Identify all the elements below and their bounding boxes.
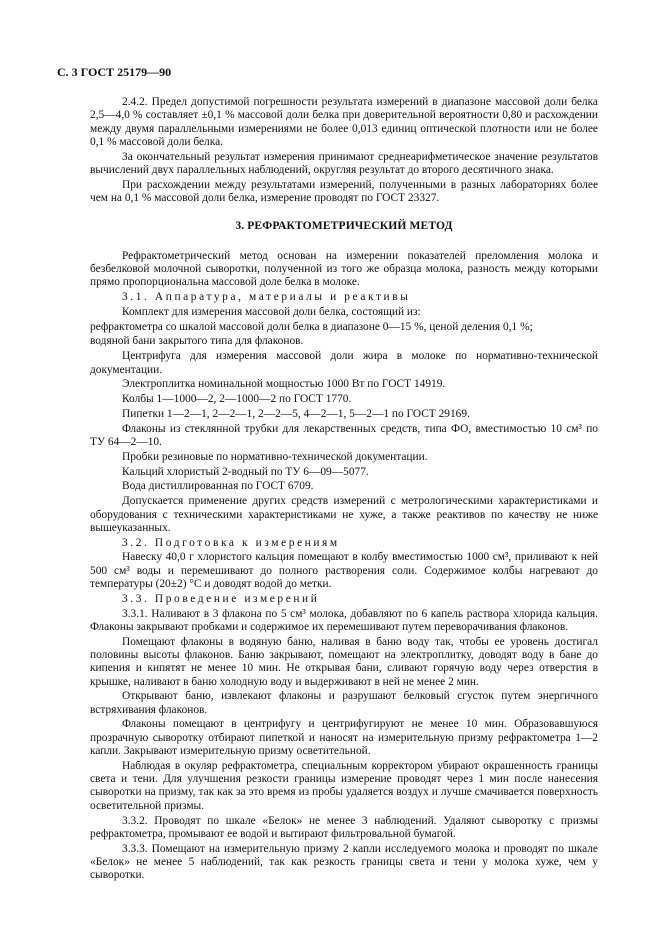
subsection-title: 3.1. Аппаратура, материалы и реактивы [122, 291, 411, 304]
paragraph: 3.3.1. Наливают в 3 флакона по 5 см³ молока, добавляют по 6 капель раствора хлорида кальция. Флаконы закрывают пробками и содержимое их перемешивают путем переворачивания флаконов. [90, 607, 598, 633]
paragraph: Кальций хлористый 2-водный по ТУ 6—09—5077. [122, 465, 369, 478]
paragraph: Помещают флаконы в водяную баню, наливая в баню воду так, чтобы ее уровень достигал половины высоты флаконов. Баню закрывают, помещают на электроплитку, доводят воду в бане до кипения и кипятят не менее 10 мин. Не открывая бани, сливают горячую воду через отверстия в крышке, наливают в баню холодную воду и выдерживают в ней не менее 2 мин. [90, 635, 598, 688]
paragraph: Колбы 1—1000—2, 2—1000—2 по ГОСТ 1770. [122, 393, 352, 406]
paragraph: рефрактометра со шкалой массовой доли белка в диапазоне 0—15 %, ценой деления 0,1 %; [90, 320, 533, 333]
page-header: С. 3 ГОСТ 25179—90 [57, 65, 172, 79]
paragraph: 3.3.3. Помещают на измерительную призму 2 капли исследуемого молока и проводят по шкале «Белок» не менее 5 наблюдений, так как резкость границы света и тени у молока хуже, чем у сыворотки. [90, 842, 598, 882]
document-body [90, 96, 598, 884]
paragraph: Вода дистиллированная по ГОСТ 6709. [122, 480, 314, 493]
paragraph: Пробки резиновые по нормативно-технической документации. [122, 450, 428, 463]
subsection-title: 3.2. Подготовка к измерениям [122, 536, 340, 549]
paragraph: Открывают баню, извлекают флаконы и разрушают белковый сгусток путем энергичного встряхивания флаконов. [90, 690, 598, 716]
paragraph: Рефрактометрический метод основан на измерении показателей преломления молока и безбелковой молочной сыворотки, полученной из того же образца молока, разность между которыми прямо пропорциональна массовой доле белка в молоке. [90, 249, 598, 289]
paragraph: Флаконы из стеклянной трубки для лекарственных средств, типа ФО, вместимостью 10 см³ по ТУ 64—2—10. [90, 422, 598, 449]
paragraph: За окончательный результат измерения принимают среднеарифметическое значение результатов вычислений двух параллельных наблюдений, округляя результат до второго десятичного знака. [90, 150, 598, 176]
paragraph: Комплект для измерения массовой доли белка, состоящий из: [122, 305, 421, 318]
paragraph: Электроплитка номинальной мощностью 1000 Вт по ГОСТ 14919. [122, 378, 446, 391]
paragraph: Допускается применение других средств измерений с метрологическими характеристиками и оборудования с техническими характеристиками не хуже, а также реактивов по качеству не ниже вышеуказанных. [90, 495, 598, 534]
paragraph: Наблюдая в окуляр рефрактометра, специальным корректором убирают окрашенность границы света и тени. Для улучшения резкости границы измерение проводят через 1 мин после нанесения сыворотки на призму, так как за это время из пробы удаляется воздух и лучше смачивается поверхность осветительной призмы. [90, 759, 598, 812]
paragraph: водяной бани закрытого типа для флаконов. [90, 335, 304, 348]
paragraph: 3.3.2. Проводят по шкале «Белок» не менее 3 наблюдений. Удаляют сыворотку с призмы рефрактометра, промывают ее водой и вытирают фильтровальной бумагой. [90, 814, 598, 840]
subsection-title: 3.3. Проведение измерений [122, 592, 320, 605]
section-title: 3. РЕФРАКТОМЕТРИЧЕСКИЙ МЕТОД [235, 219, 453, 233]
paragraph: Центрифуга для измерения массовой доли жира в молоке по нормативно-технической документации. [90, 350, 598, 376]
paragraph: Навеску 40,0 г хлористого кальция помещают в колбу вместимостью 1000 см³, приливают к ней 500 см³ воды и перемешивают до полного растворения соли. Содержимое колбы нагревают до температуры (20±2) °С и доводят водой до метки. [90, 551, 598, 590]
paragraph: Флаконы помещают в центрифугу и центрифугируют не менее 10 мин. Образовавшуюся прозрачную сыворотку отбирают пипеткой и наносят на измерительную призму рефрактометра 1—2 капли. Закрывают измерительную призму осветительной. [90, 718, 598, 758]
paragraph: Пипетки 1—2—1, 2—2—1, 2—2—5, 4—2—1, 5—2—1 по ГОСТ 29169. [122, 407, 470, 420]
paragraph: При расхождении между результатами измерений, полученными в разных лабораториях более чем на 0,1 % массовой доли белка, измерение проводят по ГОСТ 23327. [90, 178, 598, 205]
paragraph: 2.4.2. Предел допустимой погрешности результата измерений в диапазоне массовой доли белка 2,5—4,0 % составляет ±0,1 % массовой доли белка при доверительной вероятности 0,80 и расхождении между двумя параллельными измерениями не более 0,013 единиц оптической плотности или не более 0,1 % массовой доли белка. [90, 96, 598, 148]
